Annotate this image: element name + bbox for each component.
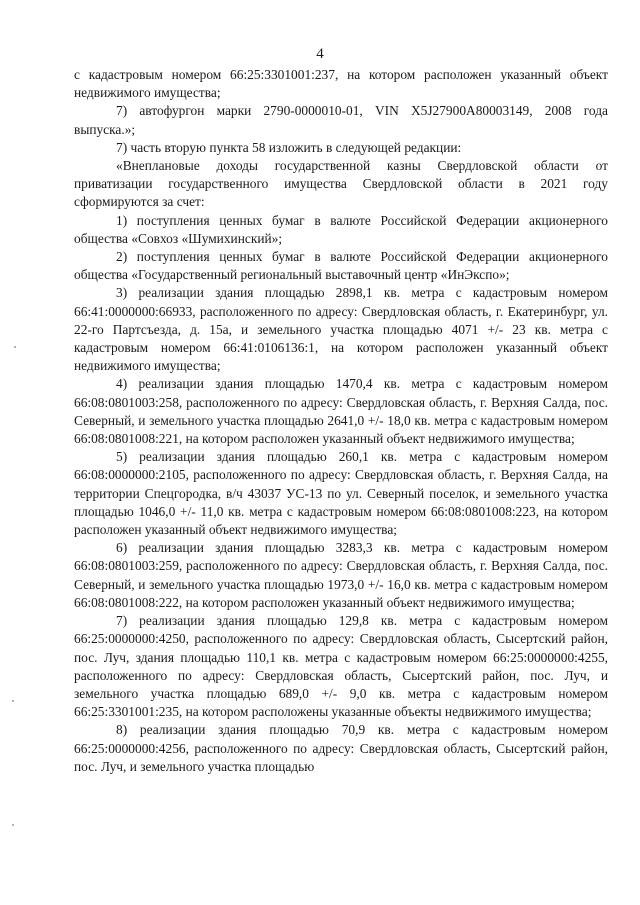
paragraph-item-7: 7) реализации здания площадью 129,8 кв. метра с кадастровым номером 66:25:0000000:4250, расположенного по адресу: Свердловская область, Сысертский район, пос. Луч, здания площадью 110,1 кв. метра с кадастровым номером 66:25:0000000:4255, расположенного по адресу: Свердловская область, Сысертский район, пос. Луч, и земельного участка площадью 689,0 +/- 9,0 кв. метра с кадастровым номером 66:25:3301001:235, на котором расположены указанные объекты недвижимого имущества; [74,613,608,720]
paragraph-item-vehicle: 7) автофургон марки 2790-0000010-01, VIN X5J27900A80003149, 2008 года выпуска.»; [74,103,608,137]
paragraph-item-6: 6) реализации здания площадью 3283,3 кв. метра с кадастровым номером 66:08:0801003:259, расположенного по адресу: Свердловская область, г. Верхняя Салда, пос. Северный, и земельного участка площадью 1973,0 +/- 16,0 кв. метра с кадастровым номером 66:08:0801008:222, на котором расположен указанный объект недвижимого имущества; [74,540,608,610]
paragraph-revenue-intro: «Внеплановые доходы государственной казны Свердловской области от приватизации государственного имущества Свердловской области в 2021 году сформируются за счет: [74,158,608,210]
paragraph-item-8: 8) реализации здания площадью 70,9 кв. метра с кадастровым номером 66:25:0000000:4256, расположенного по адресу: Свердловская область, Сысертский район, пос. Луч, и земельного участка площадью [74,722,608,774]
paragraph-item-4: 4) реализации здания площадью 1470,4 кв. метра с кадастровым номером 66:08:0801003:258, расположенного по адресу: Свердловская область, г. Верхняя Салда, пос. Северный, и земельного участка площадью 2641,0 +/- 18,0 кв. метра с кадастровым номером 66:08:0801008:221, на котором расположен указанный объект недвижимого имущества; [74,376,608,447]
scan-speck [12,824,14,826]
scan-speck [12,700,14,702]
paragraph-item-2: 2) поступления ценных бумаг в валюте Российской Федерации акционерного общества «Государственный региональный выставочный центр «ИнЭкспо»; [74,249,608,283]
paragraph-item-5: 5) реализации здания площадью 260,1 кв. метра с кадастровым номером 66:08:0000000:2105, расположенного по адресу: Свердловская область, г. Верхняя Салда, на территории Спецгородка, в/ч 43037 УС-13 по ул. Северный поселок, и земельного участка площадью 1046,0 +/- 11,0 кв. метра с кадастровым номером 66:08:0801008:223, на котором расположен указанный объект недвижимого имущества; [74,449,608,538]
paragraph-item-1: 1) поступления ценных бумаг в валюте Российской Федерации акционерного общества «Совхоз «Шумихинский»; [74,212,608,246]
paragraph-item-3: 3) реализации здания площадью 2898,1 кв. метра с кадастровым номером 66:41:0000000:66933, расположенного по адресу: Свердловская область, г. Екатеринбург, ул. 22-го Партсъезда, д. 15а, и земельного участка площадью 4071 +/- 23 кв. метра с кадастровым номером 66:41:0106136:1, на котором расположен указанный объект недвижимого имущества; [74,285,608,374]
paragraph-amendment-intro: 7) часть вторую пункта 58 изложить в следующей редакции: [116,139,462,155]
document-body [74,66,608,776]
scan-speck [14,346,16,348]
page-number: 4 [316,46,324,62]
paragraph-continuation: с кадастровым номером 66:25:3301001:237, на котором расположен указанный объект недвижимого имущества; [74,67,608,101]
